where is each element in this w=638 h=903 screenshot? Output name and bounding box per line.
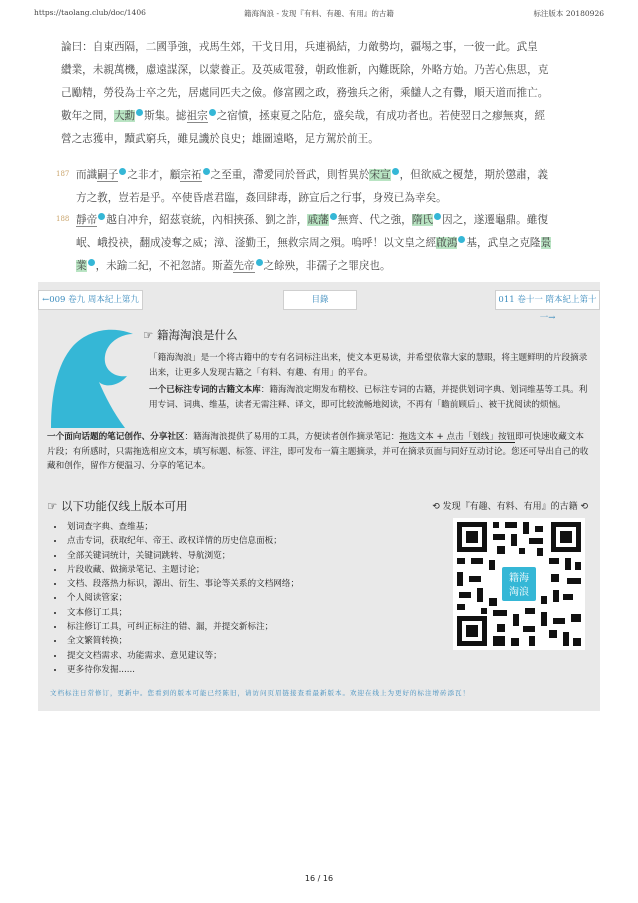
annotation-dot-icon[interactable] [136,109,143,116]
annotation-dot-icon[interactable] [209,109,216,116]
index-link[interactable]: 目錄 [283,290,357,310]
text-line: 數年之間，大勳 斯集。摅祖宗 之宿憤，拯東夏之阽危，盛矣哉，有成功者也。若使翌日之瘳無爽，經 [61,110,546,122]
term-highlight[interactable]: 戚藩 [307,214,329,226]
term-underline[interactable]: 嗣子 [97,169,119,181]
next-chapter-link[interactable]: 011 卷十一 隋本紀上第十一→ [495,290,600,310]
annotation-dot-icon[interactable] [330,213,337,220]
header-title: 籍海淘浪 - 发现『有料、有趣、有用』的古籍 [244,9,394,18]
annotation-dot-icon[interactable] [98,213,105,220]
list-item: • 更多待你发掘...... [65,663,299,677]
annotation-dot-icon[interactable] [88,259,95,266]
paragraph-188: 188 靜帝 越自冲弁，紹茲衰統，內相挾孫、劉之詐，戚藩 無齊、代之強，隋氏 因之，遂遷龜鼎。雖復 岷、峨投袂，翻成凌奪之威；漳、滏勤王，無救宗周之殞。嗚呼！以文皇之經啟鴻 基，武皇之克隆景 業 ，未踰二紀，不祀忽諸。斯蓋先帝 之餘殃，非孺子之罪戾也。 [56,208,581,278]
qr-code-icon[interactable] [453,518,585,650]
text-line: 論曰：自東西隔，二國爭強，戎馬生郊，干戈日用，兵連禍結，力敵勢均，疆埸之事，一彼一此。武皇 [61,41,538,53]
page-number: 16 / 16 [304,874,334,883]
list-item: • 点击专词，获取纪年、帝王、政权详情的历史信息面板； [65,534,299,548]
text-line: 方之教，豈若是乎。卒使昏虐君臨，姦回肆毒，跡宣后之行事，身歿已為幸矣。 [76,192,447,204]
term-highlight[interactable]: 隋氏 [411,214,433,226]
term-highlight[interactable]: 宋宣 [369,169,391,181]
wave-logo-icon [49,324,135,428]
qr-logo-text: 淘浪 [509,587,529,598]
paragraph-number[interactable]: 188 [56,215,70,223]
term-highlight[interactable]: 景 [540,237,552,249]
features-section [38,494,600,684]
term-underline[interactable]: 先帝 [233,260,255,272]
header-url[interactable]: https://taolang.club/doc/1406 [34,8,146,17]
term-highlight[interactable]: 啟鴻 [436,237,458,249]
text-line: 己勵精，勞役為士卒之先，居處同匹夫之儉。修富國之政，務強兵之術，乘讎人之有釁，順天道而推亡。 [61,87,549,99]
content-panel [38,24,600,711]
about-section [38,320,600,490]
annotation-dot-icon[interactable] [119,168,126,175]
list-item: • 文本修订工具； [65,606,299,620]
annotation-dot-icon[interactable] [434,213,441,220]
term-highlight[interactable]: 業 [76,260,87,272]
paragraph-lun [61,36,581,151]
list-item: • 片段收藏、做摘录笔记、主题讨论； [65,563,299,577]
about-library: 一个已标注专词的古籍文本库：籍海淘浪定期发布精校、已标注专词的古籍，并提供划词字典、划词维基等工具。利用专词、词典、维基，读者无需注释、译文，即可比较流畅地阅读，不再有「瞻前顾后」、被干扰阅读的烦恼。 [149,385,588,410]
footnote: 文档标注日常修订，更新中。您看到的版本可能已经陈旧，请访问页眉链接查看最新版本。欢迎在线上为更好的标注增砖添瓦！ [50,689,470,697]
prev-chapter-link[interactable]: ←009 卷九 周本紀上第九 [38,290,143,310]
paragraph-number[interactable]: 187 [56,170,70,178]
text-card [38,24,600,282]
paragraph-187: 187 而識嗣子 之非才，顧宗祏 之至重，滯愛同於晉武，則哲異於宋宣 ，但欲威之榎楚，期於懲肅，義 方之教，豈若是乎。卒使昏虐君臨，姦回肆毒，跡宣后之行事，身歿已為幸矣。 [56,163,581,210]
qr-logo-text: 籍海 [509,573,529,584]
term-underline[interactable]: 祖宗 [186,110,208,122]
features-title: ☞ 以下功能仅线上版本可用 [47,499,188,513]
annotation-dot-icon[interactable] [203,168,210,175]
about-title: ☞ 籍海淘浪是什么 [143,328,238,342]
term-underline[interactable]: 靜帝 [76,214,98,226]
list-item: • 标注修订工具，可纠正标注的错、漏，并提交新标注； [65,620,299,634]
about-intro: 「籍海淘浪」是一个将古籍中的专有名词标注出来，使文本更易读，并希望依靠大家的慧眼，将主题鲜明的片段摘录出来，让更多人发现古籍之「有料、有趣、有用」的平台。 [149,353,588,378]
list-item: • 提交文档需求、功能需求、意见建议等； [65,649,299,663]
about-community: 一个面向话题的笔记创作、分享社区：籍海淘浪提供了易用的工具，方便读者创作摘录笔记：拖选文本 + 点击「划线」按钮即可快速收藏文本片段；有所感时，只需拖选相应文本，填写标题、标签、评注，即可发布一篇主题摘录，并可在摘录页面与同好互动讨论。您还可导出自己的收藏和创作，留作方便温习、分享的笔记本。 [47,432,589,471]
term-highlight[interactable]: 大勳 [113,110,136,122]
list-item: • 文档、段落热力标识，源出、衍生、事论等关系的文档网络； [65,577,299,591]
annotation-dot-icon[interactable] [256,259,263,266]
header-version: 标注版本 20180926 [533,9,604,18]
term-underline[interactable]: 宗祏 [180,169,202,181]
discover-label: ⟲ 发现『有趣、有料、有用』的古籍 ⟲ [432,502,588,512]
text-line: 纘業，未親萬機，慮遠謀深，以蒙養正。及英威電發，朝政惟新，內難既除，外略方始。乃苦心焦思，克 [61,64,549,76]
page-header [34,6,604,20]
highlight-howto-link[interactable]: 拖选文本 + 点击「划线」按钮 [399,432,516,442]
chapter-nav [38,290,600,323]
list-item: • 全部关键词统计，关键词跳转、导航浏览； [65,549,299,563]
list-item: • 划词查字典、查维基； [65,520,299,534]
annotation-dot-icon[interactable] [392,168,399,175]
list-item: • 全文繁简转换； [65,634,299,648]
annotation-dot-icon[interactable] [458,236,465,243]
text-line: 營之志獲申，黷武窮兵，雖見譏於良史；雄圖遠略，足方駕於前王。 [61,133,379,145]
list-item: • 个人阅读管家； [65,591,299,605]
feature-list [51,520,299,677]
